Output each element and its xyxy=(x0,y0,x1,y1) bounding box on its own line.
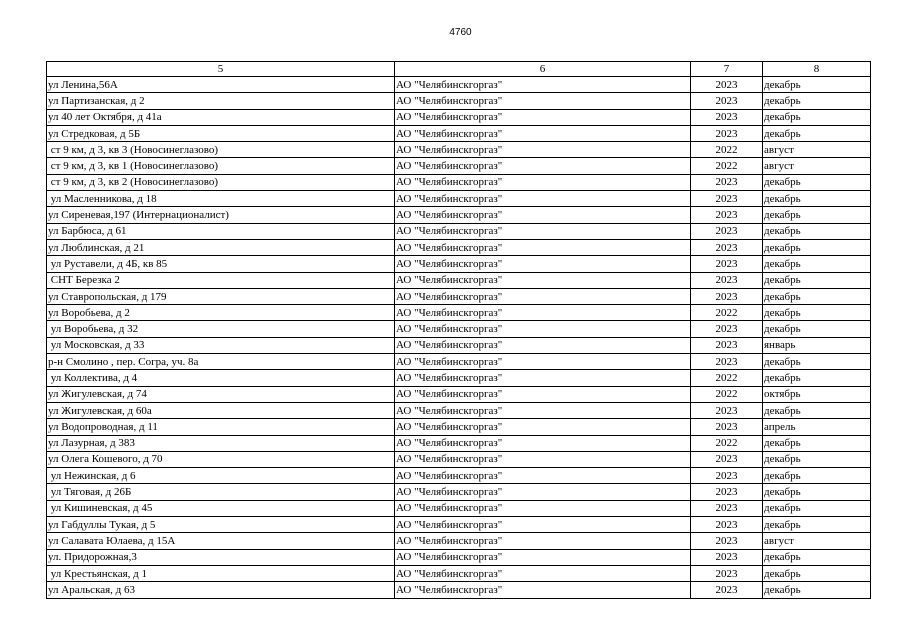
table-row xyxy=(47,321,871,337)
year-cell: 2023 xyxy=(691,321,763,337)
table-row xyxy=(47,419,871,435)
organization-cell: АО "Челябинскгоргаз" xyxy=(395,223,691,239)
organization-cell: АО "Челябинскгоргаз" xyxy=(395,386,691,402)
organization-cell: АО "Челябинскгоргаз" xyxy=(395,354,691,370)
header-col-6: 6 xyxy=(395,62,691,77)
year-cell: 2023 xyxy=(691,337,763,353)
table-row xyxy=(47,77,871,93)
organization-cell: АО "Челябинскгоргаз" xyxy=(395,191,691,207)
year-cell: 2023 xyxy=(691,191,763,207)
table-row xyxy=(47,174,871,190)
month-cell: декабрь xyxy=(763,305,871,321)
header-col-7: 7 xyxy=(691,62,763,77)
month-cell: декабрь xyxy=(763,565,871,581)
table-row xyxy=(47,125,871,141)
address-cell: ул Жигулевская, д 74 xyxy=(47,386,395,402)
organization-cell: АО "Челябинскгоргаз" xyxy=(395,517,691,533)
address-cell: ст 9 км, д 3, кв 2 (Новосинеглазово) xyxy=(47,174,395,190)
year-cell: 2023 xyxy=(691,256,763,272)
organization-cell: АО "Челябинскгоргаз" xyxy=(395,321,691,337)
table-header xyxy=(47,62,871,77)
month-cell: декабрь xyxy=(763,321,871,337)
year-cell: 2023 xyxy=(691,109,763,125)
month-cell: декабрь xyxy=(763,256,871,272)
header-row xyxy=(47,62,871,77)
organization-cell: АО "Челябинскгоргаз" xyxy=(395,125,691,141)
table-row xyxy=(47,142,871,158)
year-cell: 2023 xyxy=(691,354,763,370)
address-cell: ул Аральская, д 63 xyxy=(47,582,395,598)
table-body xyxy=(47,77,871,599)
year-cell: 2023 xyxy=(691,451,763,467)
table-row xyxy=(47,582,871,598)
year-cell: 2023 xyxy=(691,288,763,304)
address-cell: ул Партизанская, д 2 xyxy=(47,93,395,109)
table-row xyxy=(47,517,871,533)
organization-cell: АО "Челябинскгоргаз" xyxy=(395,419,691,435)
address-cell: ст 9 км, д 3, кв 1 (Новосинеглазово) xyxy=(47,158,395,174)
year-cell: 2023 xyxy=(691,239,763,255)
table-row xyxy=(47,288,871,304)
month-cell: декабрь xyxy=(763,549,871,565)
month-cell: декабрь xyxy=(763,223,871,239)
organization-cell: АО "Челябинскгоргаз" xyxy=(395,158,691,174)
address-cell: ул Олега Кошевого, д 70 xyxy=(47,451,395,467)
month-cell: декабрь xyxy=(763,191,871,207)
organization-cell: АО "Челябинскгоргаз" xyxy=(395,484,691,500)
address-cell: ул Крестьянская, д 1 xyxy=(47,565,395,581)
organization-cell: АО "Челябинскгоргаз" xyxy=(395,305,691,321)
organization-cell: АО "Челябинскгоргаз" xyxy=(395,500,691,516)
year-cell: 2023 xyxy=(691,517,763,533)
organization-cell: АО "Челябинскгоргаз" xyxy=(395,174,691,190)
table-row xyxy=(47,158,871,174)
organization-cell: АО "Челябинскгоргаз" xyxy=(395,288,691,304)
month-cell: август xyxy=(763,142,871,158)
table-row xyxy=(47,370,871,386)
organization-cell: АО "Челябинскгоргаз" xyxy=(395,239,691,255)
organization-cell: АО "Челябинскгоргаз" xyxy=(395,370,691,386)
table-row xyxy=(47,386,871,402)
month-cell: декабрь xyxy=(763,500,871,516)
table-row xyxy=(47,93,871,109)
address-cell: ул Лазурная, д 383 xyxy=(47,435,395,451)
address-cell: ул Московская, д 33 xyxy=(47,337,395,353)
year-cell: 2023 xyxy=(691,500,763,516)
address-cell: ул Руставели, д 4Б, кв 85 xyxy=(47,256,395,272)
header-col-5: 5 xyxy=(47,62,395,77)
address-cell: ул Ленина,56А xyxy=(47,77,395,93)
organization-cell: АО "Челябинскгоргаз" xyxy=(395,468,691,484)
page-number: 4760 xyxy=(449,27,472,38)
year-cell: 2022 xyxy=(691,435,763,451)
month-cell: декабрь xyxy=(763,435,871,451)
table-row xyxy=(47,435,871,451)
year-cell: 2022 xyxy=(691,370,763,386)
month-cell: декабрь xyxy=(763,468,871,484)
year-cell: 2023 xyxy=(691,582,763,598)
data-table xyxy=(46,61,871,599)
month-cell: декабрь xyxy=(763,125,871,141)
year-cell: 2023 xyxy=(691,207,763,223)
organization-cell: АО "Челябинскгоргаз" xyxy=(395,93,691,109)
year-cell: 2022 xyxy=(691,305,763,321)
address-cell: ул Стредковая, д 5Б xyxy=(47,125,395,141)
organization-cell: АО "Челябинскгоргаз" xyxy=(395,549,691,565)
address-cell: ул Воробьева, д 2 xyxy=(47,305,395,321)
address-cell: СНТ Березка 2 xyxy=(47,272,395,288)
table-row xyxy=(47,305,871,321)
year-cell: 2023 xyxy=(691,419,763,435)
organization-cell: АО "Челябинскгоргаз" xyxy=(395,207,691,223)
organization-cell: АО "Челябинскгоргаз" xyxy=(395,109,691,125)
table-row xyxy=(47,402,871,418)
address-cell: р-н Смолино , пер. Согра, уч. 8а xyxy=(47,354,395,370)
organization-cell: АО "Челябинскгоргаз" xyxy=(395,337,691,353)
month-cell: август xyxy=(763,533,871,549)
table-row xyxy=(47,500,871,516)
table-row xyxy=(47,451,871,467)
year-cell: 2023 xyxy=(691,125,763,141)
organization-cell: АО "Челябинскгоргаз" xyxy=(395,402,691,418)
address-cell: ул. Придорожная,3 xyxy=(47,549,395,565)
month-cell: декабрь xyxy=(763,288,871,304)
month-cell: декабрь xyxy=(763,484,871,500)
address-cell: ул Ставропольская, д 179 xyxy=(47,288,395,304)
table-row xyxy=(47,109,871,125)
month-cell: декабрь xyxy=(763,370,871,386)
year-cell: 2023 xyxy=(691,549,763,565)
table-row xyxy=(47,549,871,565)
year-cell: 2023 xyxy=(691,402,763,418)
month-cell: декабрь xyxy=(763,207,871,223)
organization-cell: АО "Челябинскгоргаз" xyxy=(395,256,691,272)
year-cell: 2023 xyxy=(691,468,763,484)
table-row xyxy=(47,207,871,223)
month-cell: декабрь xyxy=(763,402,871,418)
organization-cell: АО "Челябинскгоргаз" xyxy=(395,533,691,549)
month-cell: декабрь xyxy=(763,93,871,109)
table-row xyxy=(47,239,871,255)
table-row xyxy=(47,533,871,549)
month-cell: октябрь xyxy=(763,386,871,402)
address-cell: ул Сиреневая,197 (Интернационалист) xyxy=(47,207,395,223)
year-cell: 2022 xyxy=(691,142,763,158)
table-row xyxy=(47,256,871,272)
month-cell: декабрь xyxy=(763,239,871,255)
month-cell: август xyxy=(763,158,871,174)
month-cell: декабрь xyxy=(763,174,871,190)
table-row xyxy=(47,354,871,370)
organization-cell: АО "Челябинскгоргаз" xyxy=(395,565,691,581)
year-cell: 2023 xyxy=(691,93,763,109)
address-cell: ул Масленникова, д 18 xyxy=(47,191,395,207)
year-cell: 2022 xyxy=(691,158,763,174)
year-cell: 2023 xyxy=(691,77,763,93)
address-cell: ул Тяговая, д 26Б xyxy=(47,484,395,500)
month-cell: декабрь xyxy=(763,517,871,533)
year-cell: 2023 xyxy=(691,565,763,581)
table-row xyxy=(47,191,871,207)
table-row xyxy=(47,484,871,500)
month-cell: декабрь xyxy=(763,354,871,370)
address-cell: ул Барбюса, д 61 xyxy=(47,223,395,239)
organization-cell: АО "Челябинскгоргаз" xyxy=(395,142,691,158)
year-cell: 2023 xyxy=(691,223,763,239)
organization-cell: АО "Челябинскгоргаз" xyxy=(395,451,691,467)
month-cell: декабрь xyxy=(763,109,871,125)
address-cell: ул 40 лет Октября, д 41а xyxy=(47,109,395,125)
table-row xyxy=(47,223,871,239)
year-cell: 2023 xyxy=(691,272,763,288)
header-col-8: 8 xyxy=(763,62,871,77)
table-row xyxy=(47,468,871,484)
address-cell: ул Кишиневская, д 45 xyxy=(47,500,395,516)
organization-cell: АО "Челябинскгоргаз" xyxy=(395,435,691,451)
address-cell: ул Люблинская, д 21 xyxy=(47,239,395,255)
year-cell: 2023 xyxy=(691,484,763,500)
address-cell: ул Коллектива, д 4 xyxy=(47,370,395,386)
month-cell: декабрь xyxy=(763,77,871,93)
month-cell: декабрь xyxy=(763,582,871,598)
organization-cell: АО "Челябинскгоргаз" xyxy=(395,272,691,288)
address-cell: ул Нежинская, д 6 xyxy=(47,468,395,484)
address-cell: ул Жигулевская, д 60а xyxy=(47,402,395,418)
month-cell: декабрь xyxy=(763,451,871,467)
address-cell: ст 9 км, д 3, кв 3 (Новосинеглазово) xyxy=(47,142,395,158)
address-cell: ул Водопроводная, д 11 xyxy=(47,419,395,435)
year-cell: 2023 xyxy=(691,174,763,190)
table-row xyxy=(47,337,871,353)
table-row xyxy=(47,565,871,581)
month-cell: апрель xyxy=(763,419,871,435)
year-cell: 2022 xyxy=(691,386,763,402)
address-cell: ул Салавата Юлаева, д 15А xyxy=(47,533,395,549)
organization-cell: АО "Челябинскгоргаз" xyxy=(395,77,691,93)
address-cell: ул Воробьева, д 32 xyxy=(47,321,395,337)
address-cell: ул Габдуллы Тукая, д 5 xyxy=(47,517,395,533)
year-cell: 2023 xyxy=(691,533,763,549)
month-cell: декабрь xyxy=(763,272,871,288)
table-row xyxy=(47,272,871,288)
month-cell: январь xyxy=(763,337,871,353)
organization-cell: АО "Челябинскгоргаз" xyxy=(395,582,691,598)
